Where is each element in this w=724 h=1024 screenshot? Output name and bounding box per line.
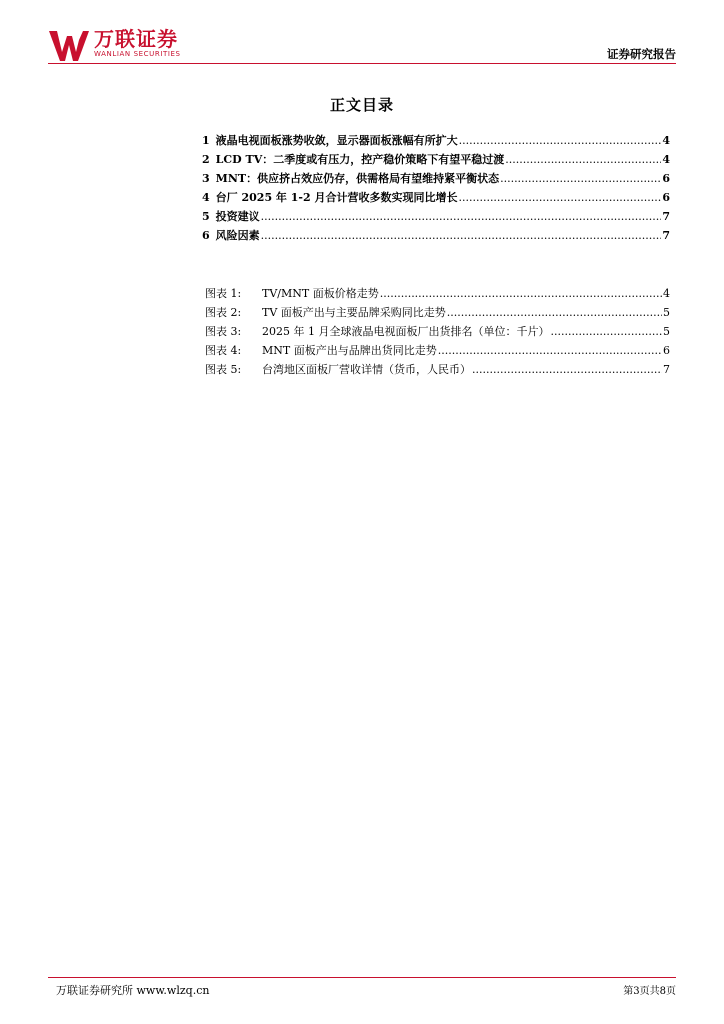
page-number: 第3页共8页	[623, 986, 676, 997]
toc-title: 正文目录	[329, 96, 394, 114]
toc-item-title: 液晶电视面板涨势收敛，显示器面板涨幅有所扩大	[215, 134, 458, 147]
toc-item-page: 7	[662, 229, 670, 242]
leader-dots	[472, 363, 662, 376]
figure-title: 台湾地区面板厂营收详情（货币，人民币）	[262, 363, 471, 376]
header-divider	[48, 63, 676, 64]
footer-source: 万联证券研究所 www.wlzq.cn	[56, 984, 210, 997]
leader-dots	[500, 172, 661, 185]
table-of-contents	[202, 132, 670, 246]
figure-label: 图表 1:	[205, 287, 242, 300]
leader-dots	[459, 134, 662, 147]
toc-item-page: 6	[662, 172, 670, 185]
toc-item-number: 2	[202, 153, 210, 166]
toc-item[interactable]	[202, 170, 670, 189]
report-type-label: 证券研究报告	[607, 47, 676, 61]
toc-item[interactable]	[202, 132, 670, 151]
toc-item-title: LCD TV：二季度或有压力，控产稳价策略下有望平稳过渡	[215, 153, 505, 166]
toc-item-number: 1	[202, 134, 210, 147]
figure-item[interactable]	[205, 285, 670, 304]
logo-name: 万联证券	[94, 27, 178, 51]
toc-item[interactable]	[202, 227, 670, 246]
toc-item-title: MNT：供应挤占效应仍存，供需格局有望维持紧平衡状态	[215, 172, 500, 185]
leader-dots	[438, 344, 662, 357]
leader-dots	[380, 287, 662, 300]
page-header	[48, 28, 676, 64]
figure-page: 5	[663, 306, 670, 319]
leader-dots	[458, 191, 661, 204]
leader-dots	[261, 229, 662, 242]
wanlian-w-logo-icon	[48, 28, 90, 62]
toc-item[interactable]	[202, 151, 670, 170]
toc-item-title: 投资建议	[215, 210, 260, 223]
figure-title: TV 面板产出与主要品牌采购同比走势	[262, 306, 446, 319]
figure-item[interactable]	[205, 304, 670, 323]
leader-dots	[550, 325, 662, 338]
toc-item-number: 5	[202, 210, 210, 223]
figure-title: MNT 面板产出与品牌出货同比走势	[262, 344, 437, 357]
leader-dots	[261, 210, 662, 223]
figure-item[interactable]	[205, 323, 670, 342]
figure-item[interactable]	[205, 342, 670, 361]
toc-item-number: 4	[202, 191, 210, 204]
toc-item-page: 6	[662, 191, 670, 204]
figure-list	[205, 285, 670, 380]
toc-item-number: 6	[202, 229, 210, 242]
toc-item[interactable]	[202, 208, 670, 227]
figure-label: 图表 2:	[205, 306, 242, 319]
toc-item-title: 风险因素	[215, 229, 260, 242]
toc-item[interactable]	[202, 189, 670, 208]
figure-label: 图表 5:	[205, 363, 242, 376]
footer-divider	[48, 977, 676, 978]
figure-label: 图表 4:	[205, 344, 242, 357]
leader-dots	[447, 306, 662, 319]
figure-page: 7	[663, 363, 670, 376]
logo-english-name: WANLIAN SECURITIES	[94, 50, 181, 58]
figure-page: 4	[663, 287, 670, 300]
toc-item-number: 3	[202, 172, 210, 185]
toc-item-page: 4	[662, 134, 670, 147]
figure-page: 5	[663, 325, 670, 338]
toc-item-title: 台厂 2025 年 1-2 月合计营收多数实现同比增长	[215, 191, 458, 204]
toc-item-page: 7	[662, 210, 670, 223]
company-logo	[48, 28, 181, 62]
figure-label: 图表 3:	[205, 325, 242, 338]
toc-item-page: 4	[662, 153, 670, 166]
figure-title: 2025 年 1 月全球液晶电视面板厂出货排名（单位：千片）	[262, 325, 550, 338]
figure-page: 6	[663, 344, 670, 357]
leader-dots	[505, 153, 661, 166]
figure-item[interactable]	[205, 361, 670, 380]
figure-title: TV/MNT 面板价格走势	[262, 287, 379, 300]
